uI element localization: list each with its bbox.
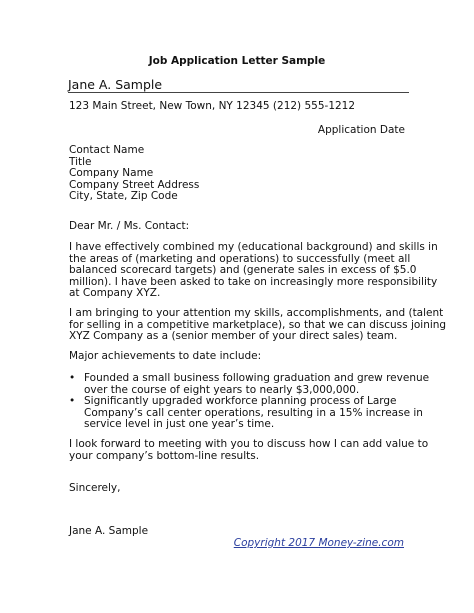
paragraph-line: your company’s bottom-line results. <box>69 449 260 462</box>
achievement-line: Founded a small business following graduation and grew revenue <box>84 372 430 384</box>
paragraph-line: I am bringing to your attention my skills, accomplishments, and (talent <box>69 307 444 319</box>
recipient-block <box>69 145 199 203</box>
body-paragraph-2 <box>69 307 447 343</box>
recipient-city-state-zip: City, State, Zip Code <box>69 190 178 203</box>
body-paragraph-1 <box>69 241 438 300</box>
header-divider <box>68 92 409 93</box>
achievement-line: over the course of eight years to nearly $3,000,000. <box>84 383 360 396</box>
recipient-street-address: Company Street Address <box>69 178 200 191</box>
application-date: Application Date <box>317 124 405 136</box>
achievements-list <box>69 372 430 431</box>
paragraph-line: for selling in a competitive marketplace), so that we can discuss joining <box>69 318 447 331</box>
paragraph-line: million). I have been asked to take on increasingly more responsibility <box>69 275 438 288</box>
paragraph-line: balanced scorecard targets) and (generate sales in excess of $5.0 <box>69 264 417 277</box>
signature-name: Jane A. Sample <box>69 525 149 537</box>
sender-address: 123 Main Street, New Town, NY 12345 (212) 555-1212 <box>69 100 356 112</box>
achievement-line: service level in just one year’s time. <box>84 418 275 431</box>
document-title: Job Application Letter Sample <box>148 55 326 67</box>
achievement-line: Company’s call center operations, resulting in a 15% increase in <box>84 406 423 419</box>
paragraph-line: at Company XYZ. <box>69 287 161 300</box>
achievement-line: Significantly upgraded workforce planning process of Large <box>84 395 397 408</box>
recipient-company-name: Company Name <box>69 167 154 180</box>
achievements-intro: Major achievements to date include: <box>69 350 262 362</box>
paragraph-line: I have effectively combined my (educational background) and skills in <box>69 241 438 253</box>
bullet-icon: • <box>69 372 76 384</box>
paragraph-line: XYZ Company as a (senior member of your direct sales) team. <box>69 330 398 343</box>
sender-name-heading: Jane A. Sample <box>68 77 163 92</box>
copyright-link[interactable]: Copyright 2017 Money-zine.com <box>233 537 404 549</box>
bullet-icon: • <box>69 395 76 408</box>
achievement-item <box>69 372 430 396</box>
closing: Sincerely, <box>69 482 121 494</box>
recipient-title: Title <box>69 155 92 168</box>
paragraph-line: I look forward to meeting with you to discuss how I can add value to <box>69 438 429 450</box>
paragraph-line: the areas of (marketing and operations) to successfully (meet all <box>69 252 411 265</box>
achievement-item <box>69 395 423 431</box>
closing-paragraph <box>69 438 429 462</box>
salutation: Dear Mr. / Ms. Contact: <box>69 220 190 232</box>
recipient-contact-name: Contact Name <box>69 144 145 156</box>
